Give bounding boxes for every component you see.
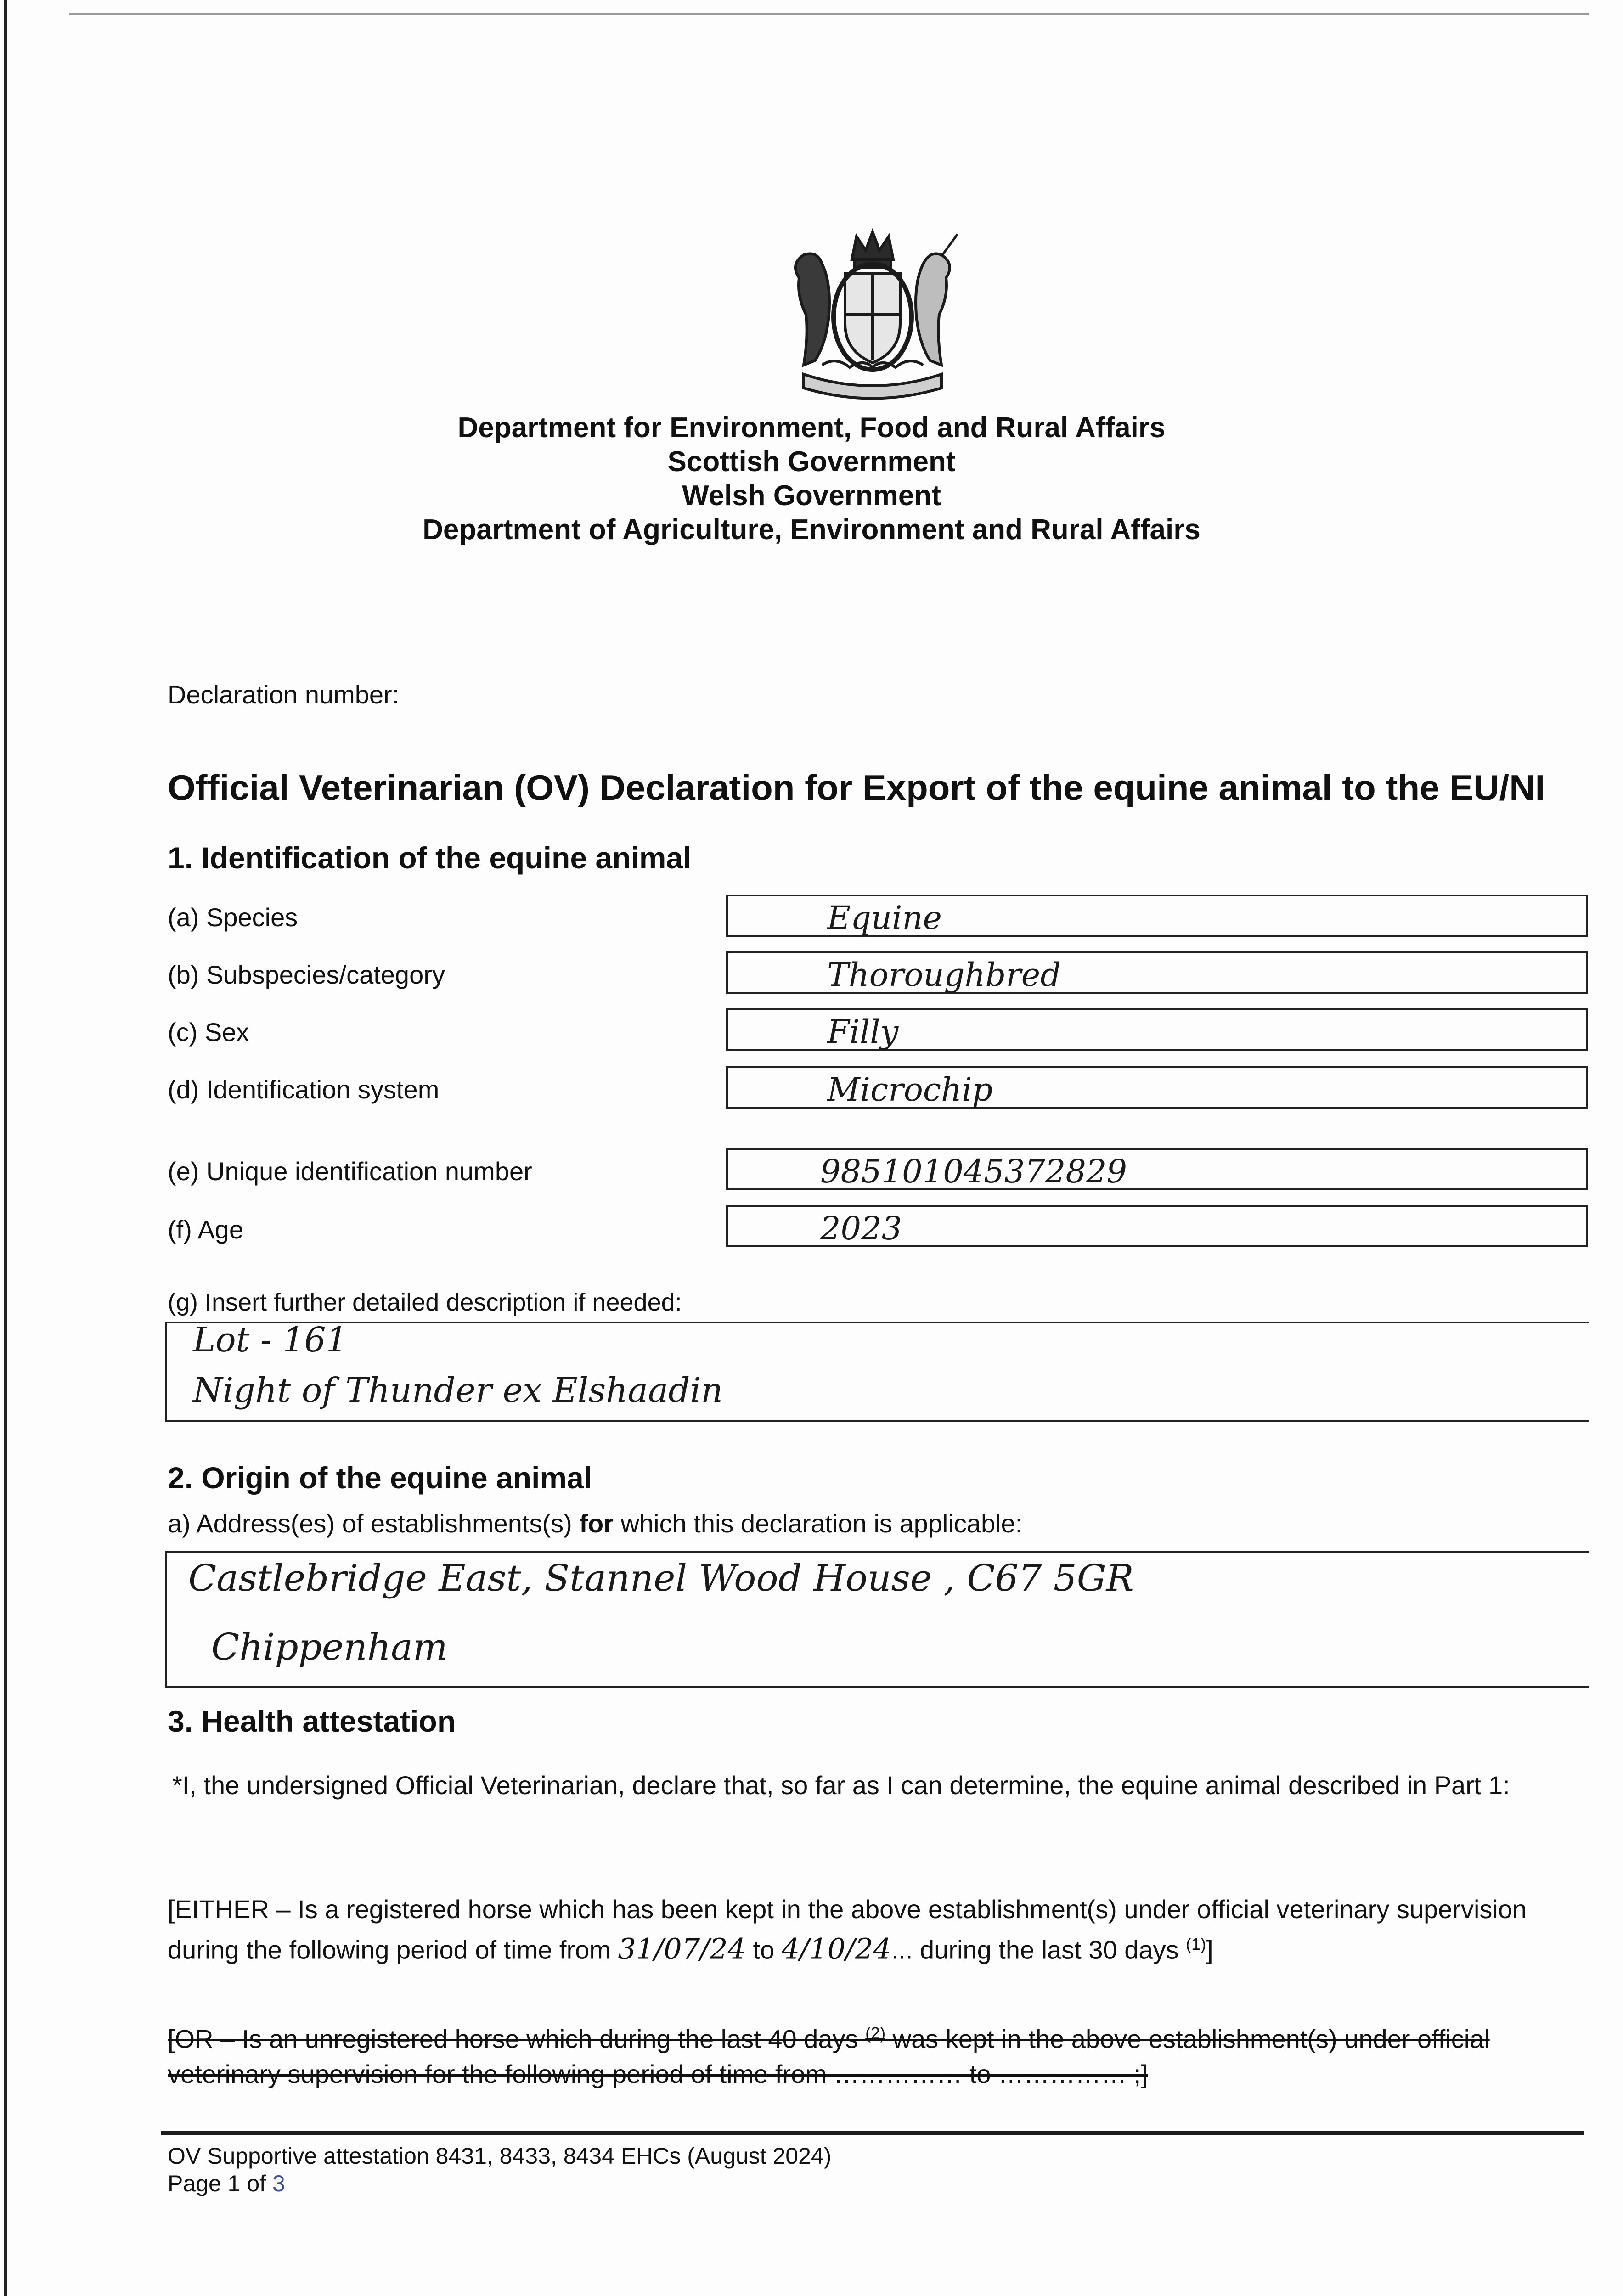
id-system-label: (d) Identification system [168, 1075, 440, 1104]
address-left-rule [165, 1551, 167, 1688]
subspecies-field[interactable] [726, 951, 1588, 994]
subspecies-label: (b) Subspecies/category [168, 960, 445, 989]
address-line-2[interactable]: Chippenham [211, 1626, 448, 1668]
footer-reference: OV Supportive attestation 8431, 8433, 8434 EHCs (August 2024) [168, 2143, 832, 2169]
description-line-2[interactable]: Night of Thunder ex Elshaadin [193, 1371, 723, 1410]
age-field[interactable] [726, 1205, 1588, 1247]
address-top-rule [165, 1551, 1589, 1553]
page-number [168, 2170, 831, 2197]
address-bottom-rule [165, 1686, 1589, 1688]
scan-top-line [69, 13, 1589, 15]
department-defra: Department for Environment, Food and Rural Affairs [457, 412, 1166, 444]
description-top-rule [165, 1322, 1589, 1323]
sex-value: Filly [827, 1013, 899, 1051]
species-label: (a) Species [168, 903, 298, 932]
section-1-heading: 1. Identification of the equine animal [168, 841, 692, 875]
either-text: [EITHER – Is a registered horse which has been kept in the above establishment(s) under official veterinary supervision during the following period of time from [168, 1895, 1527, 1964]
health-attestation-intro: *I, the undersigned Official Veterinarian, declare that, so far as I can determine, the equine animal described in Part 1: [172, 1771, 1510, 1800]
footnote-ref-2: (2) [865, 2024, 886, 2043]
footnote-ref-1: (1) [1186, 1935, 1206, 1953]
either-clause [168, 1892, 1587, 1968]
either-close: ] [1206, 1935, 1213, 1964]
address-label [168, 1508, 1022, 1538]
age-label: (f) Age [168, 1215, 243, 1244]
scan-edge [4, 0, 7, 2296]
issuing-departments [0, 411, 1623, 547]
uid-value: 985101045372829 [820, 1153, 1127, 1190]
either-to: to [745, 1935, 782, 1964]
page-number-prefix: Page 1 of [168, 2171, 272, 2196]
address-label-prefix: a) Address(es) of establishments(s) [168, 1509, 580, 1538]
description-line-1[interactable]: Lot - 161 [193, 1320, 348, 1360]
period-to-date[interactable]: 4/10/24 [781, 1932, 891, 1966]
or-clause-struck [168, 2016, 1587, 2092]
id-system-value: Microchip [827, 1071, 993, 1109]
sex-field[interactable] [726, 1008, 1588, 1051]
department-scottish: Scottish Government [667, 446, 956, 478]
description-bottom-rule [165, 1420, 1589, 1422]
subspecies-value: Thoroughbred [827, 956, 1061, 994]
footer-rule [161, 2131, 1584, 2135]
description-left-rule [165, 1322, 167, 1422]
section-3-heading: 3. Health attestation [168, 1704, 456, 1738]
footer [168, 2142, 831, 2197]
document-title: Official Veterinarian (OV) Declaration for Export of the equine animal to the EU/NI [168, 767, 1545, 808]
sex-label: (c) Sex [168, 1018, 249, 1047]
address-label-suffix: which this declaration is applicable: [613, 1509, 1023, 1538]
address-label-bold: for [579, 1509, 614, 1538]
period-from-date[interactable]: 31/07/24 [618, 1932, 746, 1966]
either-text-2: ... during the last 30 days [891, 1935, 1186, 1964]
id-system-field[interactable] [726, 1066, 1588, 1109]
department-welsh: Welsh Government [682, 480, 941, 512]
page-total: 3 [272, 2171, 285, 2196]
section-2-heading: 2. Origin of the equine animal [168, 1461, 592, 1495]
or-text: [OR – Is an unregistered horse which during the last 40 days [168, 2024, 866, 2054]
or-text-2: was kept in the above establishment(s) under official veterinary supervision for the following period of time from …………… to …………… ;] [168, 2024, 1490, 2088]
department-daera: Department of Agriculture, Environment and Rural Affairs [423, 514, 1200, 546]
uid-field[interactable] [726, 1148, 1588, 1190]
age-value: 2023 [820, 1210, 902, 1247]
declaration-number-label: Declaration number: [168, 680, 400, 709]
uid-label: (e) Unique identification number [168, 1157, 532, 1186]
royal-crest-icon [772, 227, 974, 402]
species-value: Equine [827, 899, 942, 937]
description-label: (g) Insert further detailed description if needed: [168, 1289, 682, 1316]
species-field[interactable] [726, 895, 1588, 937]
address-line-1[interactable]: Castlebridge East, Stannel Wood House , C67 5GR [188, 1557, 1134, 1599]
